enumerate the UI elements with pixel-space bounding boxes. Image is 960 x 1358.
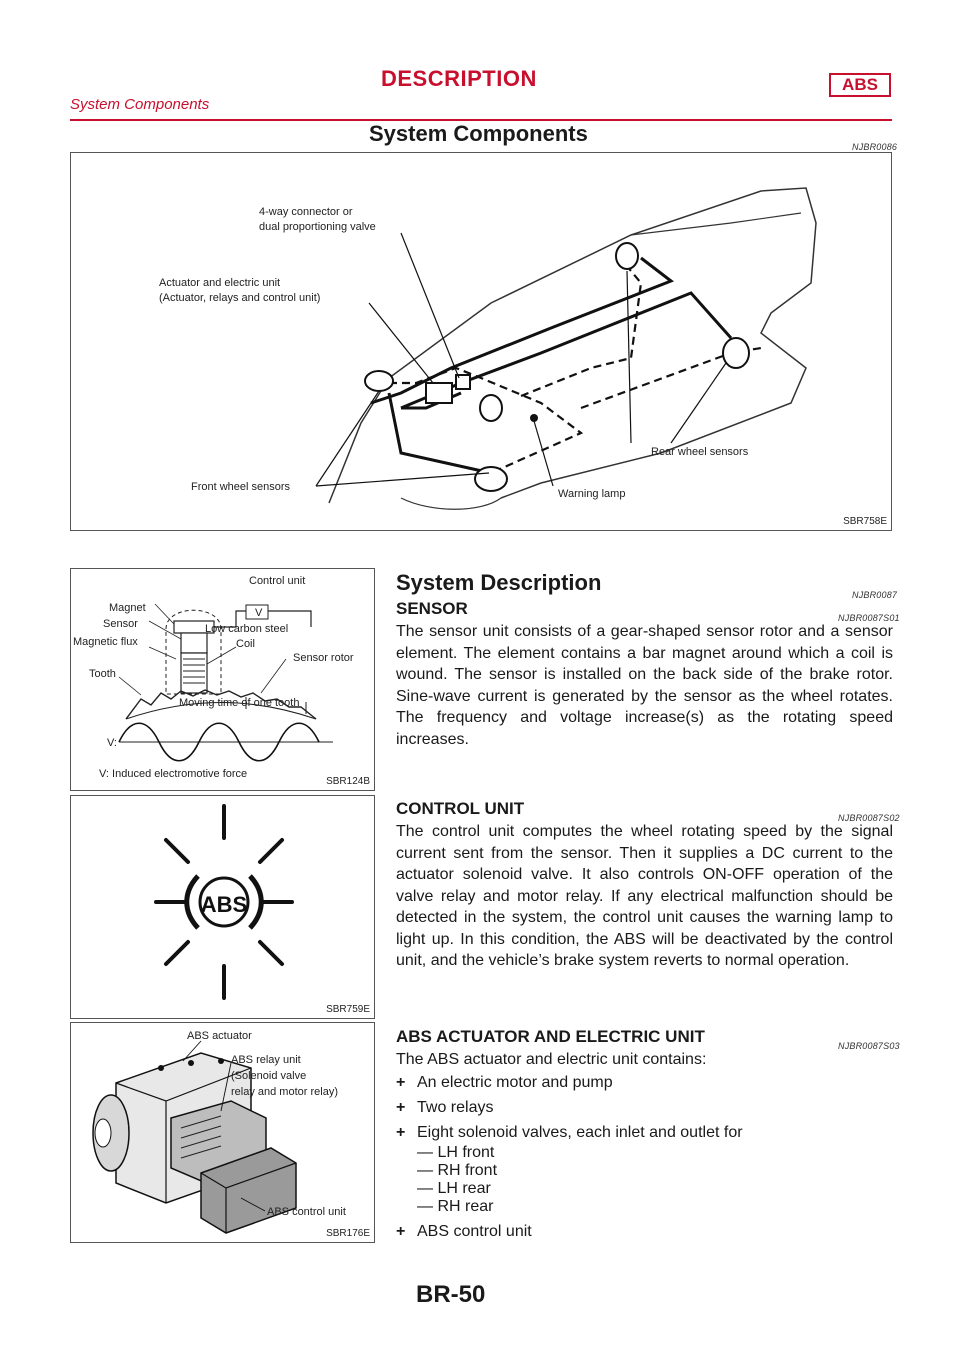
label-abs-control-unit: ABS control unit: [267, 1206, 346, 1218]
label-v-box: V: [255, 607, 263, 619]
valve-position: — RH front: [417, 1162, 498, 1179]
control-unit-heading: CONTROL UNIT: [396, 799, 525, 818]
sensor-code: NJBR0087S01: [838, 613, 900, 623]
label-rear-sensors: Rear wheel sensors: [651, 446, 749, 458]
components-code: NJBR0086: [852, 142, 898, 152]
figure-id: SBR759E: [326, 1004, 370, 1015]
label-sensor-rotor: Sensor rotor: [293, 652, 354, 664]
list-item: [396, 1098, 893, 1117]
valve-position: — LH rear: [417, 1180, 491, 1197]
sensor-heading: SENSOR: [396, 599, 468, 618]
valve-position: — LH front: [417, 1144, 495, 1161]
system-components-figure: [70, 152, 892, 531]
control-unit-code: NJBR0087S02: [838, 813, 900, 823]
description-title: System Description: [396, 570, 602, 595]
list-item: [396, 1123, 893, 1216]
description-code: NJBR0087: [852, 590, 898, 600]
label-low-carbon-steel: Low carbon steel: [205, 623, 289, 635]
sensor-paragraph: The sensor unit consists of a gear-shaped sensor rotor and a sensor element. The element contains a bar magnet around which a coil is wound. The sensor is installed on the back side of the brake rotor. Sine-wave current is generated by the sensor as the wheel rotates. The frequency and voltage increase(s) as the rotating speed increases.: [396, 623, 893, 748]
bullet-marker: +: [396, 1124, 406, 1141]
bullet-marker: +: [396, 1074, 406, 1091]
figure-id: SBR758E: [843, 516, 887, 527]
sensor-diagram: [71, 569, 376, 792]
label-tooth: Tooth: [89, 668, 116, 680]
label-control-unit: Control unit: [249, 575, 306, 587]
label-v-caption: V: Induced electromotive force: [99, 768, 248, 780]
list-item-text: An electric motor and pump: [417, 1074, 613, 1091]
abs-lamp-diagram: [71, 796, 376, 1020]
components-title: System Components: [369, 121, 588, 146]
valve-position: — RH rear: [417, 1198, 494, 1215]
label-actuator-1: Actuator and electric unit: [159, 277, 281, 289]
actuator-contents-list: [396, 1073, 893, 1247]
label-relay-2: (Solenoid valve: [231, 1070, 307, 1082]
label-relay-1: ABS relay unit: [231, 1054, 301, 1066]
label-connector-1: 4-way connector or: [259, 206, 353, 218]
label-sensor: Sensor: [103, 618, 138, 630]
section-badge: ABS: [829, 73, 891, 97]
label-warning-lamp: Warning lamp: [558, 488, 626, 500]
label-relay-3: relay and motor relay): [231, 1086, 338, 1098]
list-item: [396, 1222, 893, 1241]
actuator-intro: The ABS actuator and electric unit contains:: [396, 1051, 707, 1068]
list-item-text: Two relays: [417, 1099, 494, 1116]
valve-positions: [417, 1144, 893, 1216]
list-item-text: ABS control unit: [417, 1223, 532, 1240]
label-actuator-2: (Actuator, relays and control unit): [159, 292, 321, 304]
label-front-sensors: Front wheel sensors: [191, 481, 291, 493]
figure-id: SBR176E: [326, 1228, 370, 1239]
page-number: BR-50: [416, 1281, 486, 1308]
label-magnetic-flux: Magnetic flux: [73, 636, 138, 648]
list-item: [396, 1073, 893, 1092]
page-header-title: DESCRIPTION: [381, 66, 537, 91]
actuator-code: NJBR0087S03: [838, 1041, 900, 1051]
label-v-axis: V:: [107, 737, 117, 749]
list-item-text: Eight solenoid valves, each inlet and outlet for: [417, 1124, 743, 1141]
sensor-figure: [70, 568, 375, 791]
warning-lamp-figure: [70, 795, 375, 1019]
label-coil: Coil: [236, 638, 255, 650]
figure-id: SBR124B: [326, 776, 370, 787]
vehicle-layout-diagram: [71, 153, 893, 532]
page-header-subtitle: System Components: [70, 96, 210, 113]
actuator-heading: ABS ACTUATOR AND ELECTRIC UNIT: [396, 1027, 705, 1046]
actuator-figure: [70, 1022, 375, 1243]
bullet-marker: +: [396, 1223, 406, 1240]
label-magnet: Magnet: [109, 602, 146, 614]
label-moving-time: Moving time of one tooth: [179, 697, 300, 709]
label-connector-2: dual proportioning valve: [259, 221, 376, 233]
lamp-abs-text: ABS: [200, 892, 248, 917]
control-unit-paragraph: The control unit computes the wheel rotating speed by the signal current sent from the sensor. Then it supplies a DC current to the actuator solenoid valve. It also controls ON-OFF operation of the valve relay and motor relay. If any electrical malfunction should be detected in the system, the control unit causes the warning lamp to light up. In this condition, the ABS will be deactivated by the control unit, and the vehicle’s brake system reverts to normal operation.: [396, 823, 893, 969]
label-abs-actuator: ABS actuator: [187, 1030, 252, 1042]
actuator-diagram: [71, 1023, 376, 1244]
bullet-marker: +: [396, 1099, 406, 1116]
